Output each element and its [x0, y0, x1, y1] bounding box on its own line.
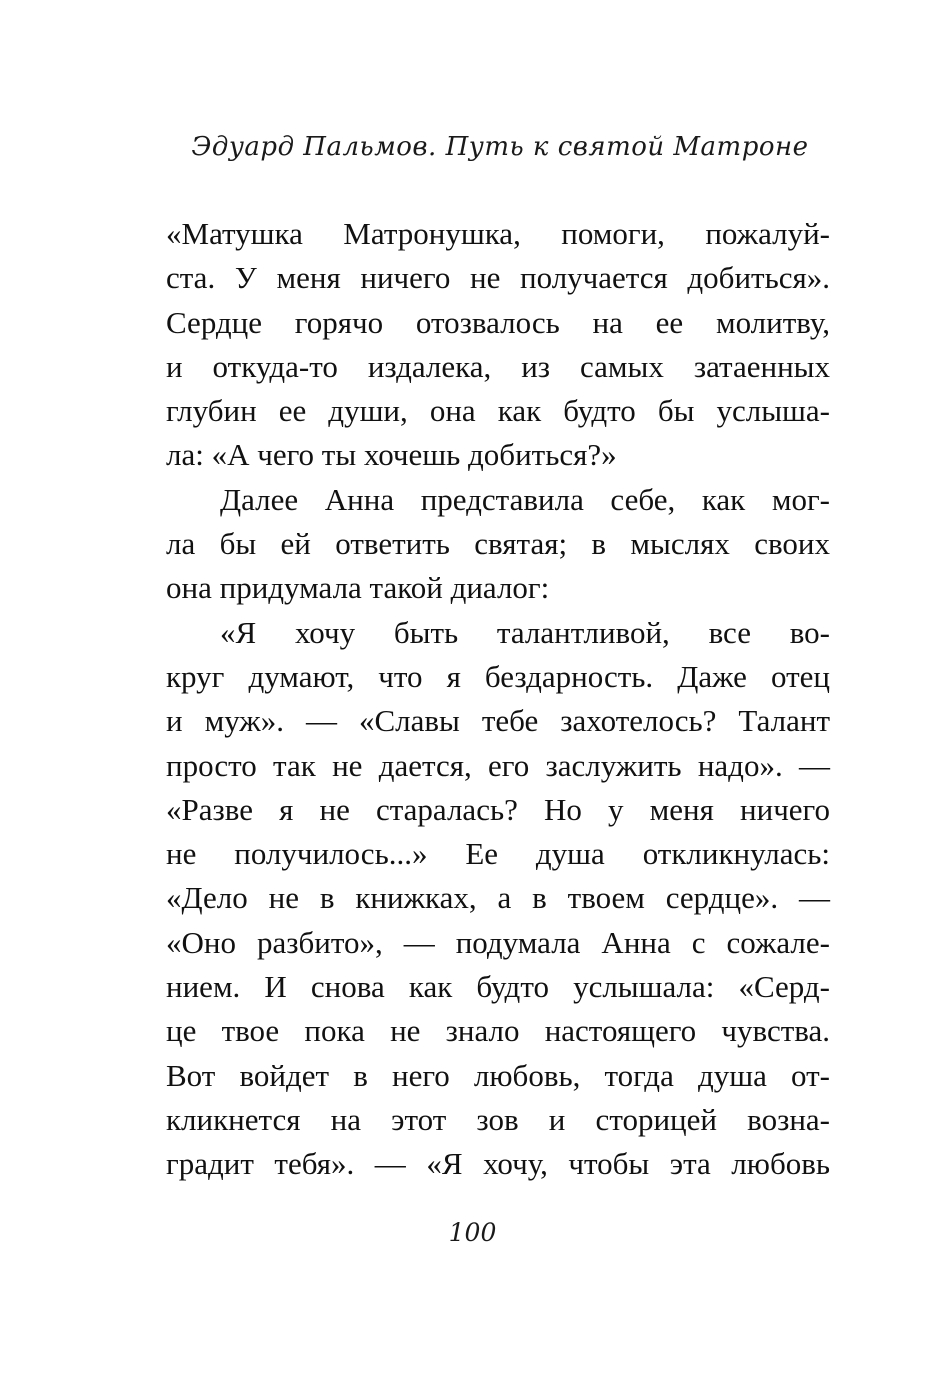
text-line: це твое пока не знало настоящего чувства.: [166, 1013, 830, 1049]
page-number: 100: [448, 1218, 497, 1247]
text-line: «Разве я не старалась? Но у меня ничего: [166, 791, 830, 827]
text-line: ста. У меня ничего не получается добиться».: [166, 260, 830, 296]
text-line: «Оно разбито», — подумала Анна с сожале-: [166, 924, 830, 960]
text-line: ла бы ей ответить святая; в мыслях своих: [166, 526, 830, 562]
text-line: Вот войдет в него любовь, тогда душа от-: [166, 1057, 830, 1093]
text-line: кликнется на этот зов и сторицей возна-: [166, 1101, 830, 1137]
text-line: просто так не дается, его заслужить надо». —: [166, 747, 830, 783]
text-line: «Дело не в книжках, а в твоем сердце». —: [166, 880, 830, 916]
body-text: [166, 212, 830, 1187]
text-line: глубин ее души, она как будто бы услыша-: [166, 393, 830, 429]
text-line: она придумала такой диалог:: [166, 570, 550, 606]
text-line: «Матушка Матронушка, помоги, пожалуй-: [166, 216, 830, 251]
text-line: круг думают, что я бездарность. Даже отец: [166, 658, 830, 694]
text-line: не получилось...» Ее душа откликнулась:: [166, 836, 830, 872]
text-line: градит тебя». — «Я хочу, чтобы эта любовь: [166, 1146, 830, 1182]
text-line: Сердце горячо отозвалось на ее молитву,: [166, 304, 830, 340]
text-line: и муж». — «Славы тебе захотелось? Талант: [166, 703, 830, 739]
running-head: Эдуард Пальмов. Путь к святой Матроне: [191, 132, 809, 162]
text-line: нием. И снова как будто услышала: «Серд-: [166, 969, 830, 1005]
text-line: «Я хочу быть талантливой, все во-: [220, 614, 830, 650]
text-line: и откуда-то издалека, из самых затаенных: [166, 348, 830, 384]
text-line: ла: «А чего ты хочешь добиться?»: [166, 437, 617, 473]
text-line: Далее Анна представила себе, как мог-: [220, 481, 830, 517]
